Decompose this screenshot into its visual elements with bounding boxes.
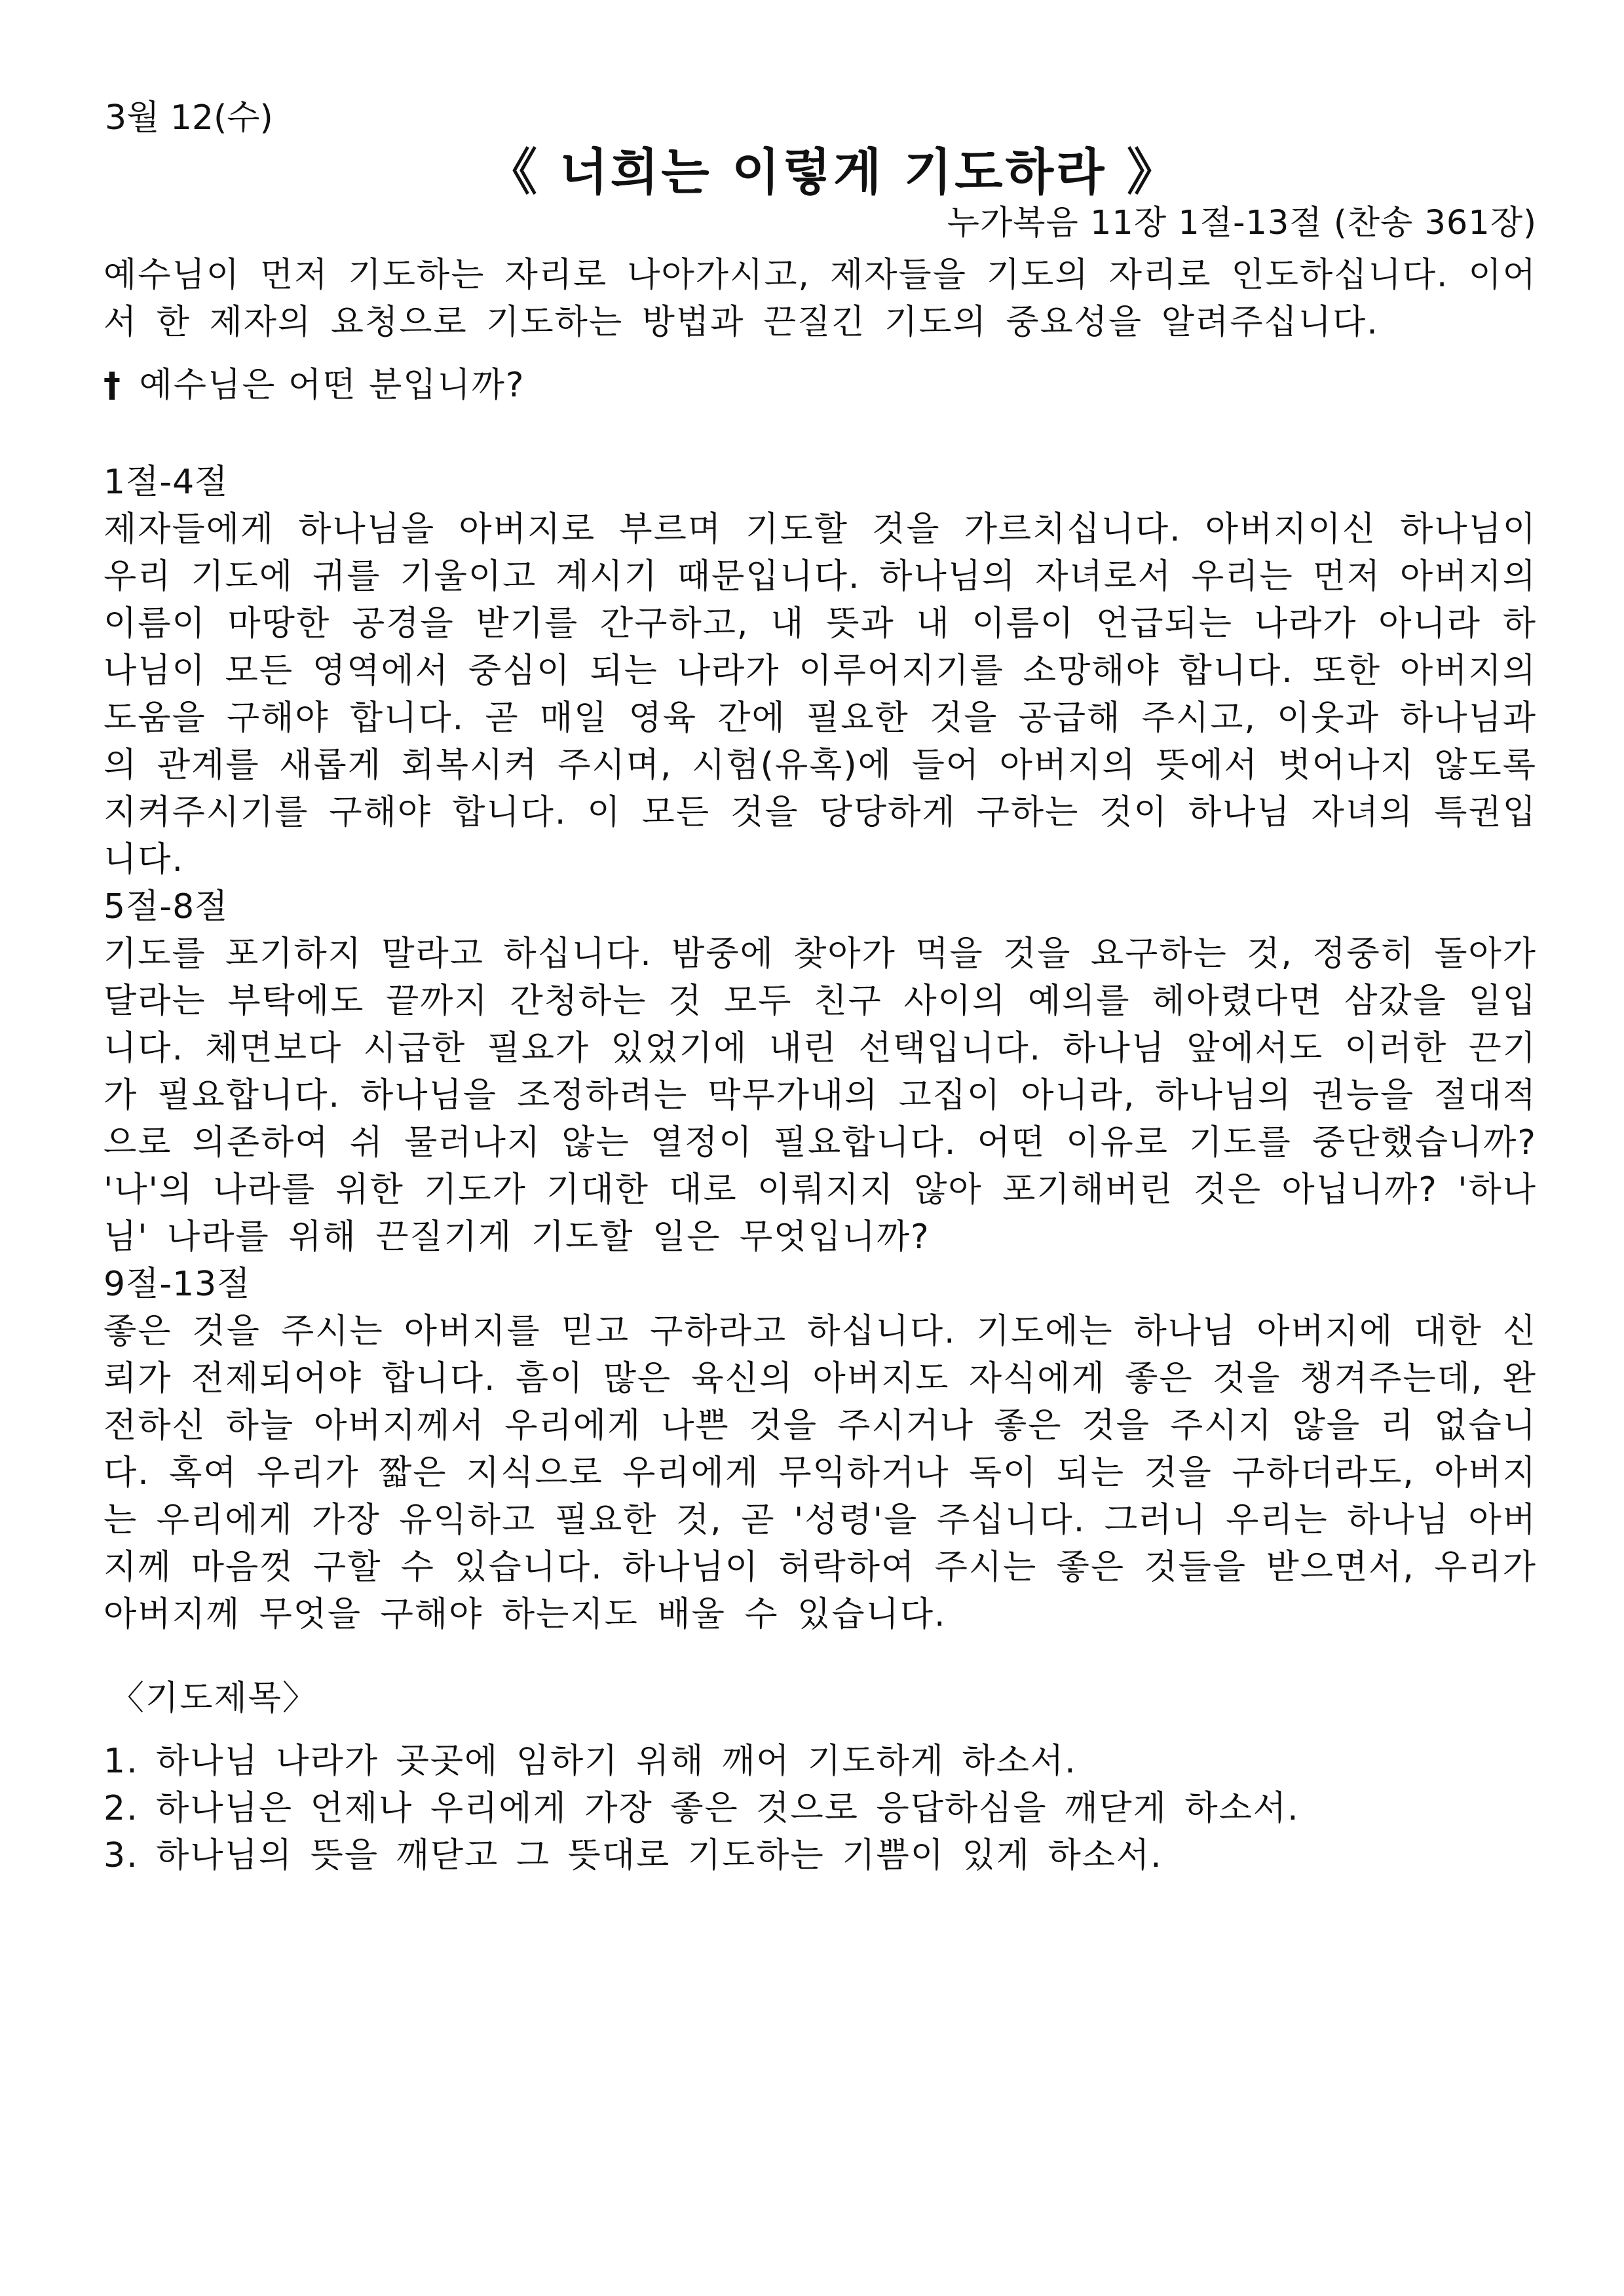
question-text: 예수님은 어떤 분입니까? <box>139 366 525 405</box>
section-verses-5-8 <box>104 883 1537 1261</box>
section-verses-1-4 <box>104 459 1537 883</box>
section-paragraph: 좋은 것을 주시는 아버지를 믿고 구하라고 하십니다. 기도에는 하나님 아버지에 대한 신뢰가 전제되어야 합니다. 흠이 많은 육신의 아버지도 자식에게 좋은 것을 챙겨주는데, 완전하신 하늘 아버지께서 우리에게 나쁜 것을 주시거나 좋은 것을 주시지 않을 리 없습니다. 혹여 우리가 짧은 지식으로 우리에게 무익하거나 독이 되는 것을 구하더라도, 아버지는 우리에게 가장 유익하고 필요한 것, 곧 '성령'을 주십니다. 그러니 우리는 하나님 아버지께 마음껏 구할 수 있습니다. 하나님이 허락하여 주시는 좋은 것들을 받으면서, 우리가 아버지께 무엇을 구해야 하는지도 배울 수 있습니다. <box>104 1312 1537 1634</box>
date-label: 3월 12(수) <box>105 98 273 138</box>
page-title: 《 너희는 이렇게 기도하라 》 <box>487 143 1179 201</box>
verse-label: 5절-8절 <box>104 887 229 927</box>
prayer-item: 1. 하나님 나라가 곳곳에 임하기 위해 깨어 기도하게 하소서. <box>104 1742 1077 1781</box>
question-heading <box>104 359 1537 411</box>
verse-label: 1절-4절 <box>104 463 229 502</box>
prayer-list <box>104 1738 1537 1879</box>
section-paragraph: 제자들에게 하나님을 아버지로 부르며 기도할 것을 가르치십니다. 아버지이신 하나님이 우리 기도에 귀를 기울이고 계시기 때문입니다. 하나님의 자녀로서 우리는 먼저 아버지의 이름이 마땅한 공경을 받기를 간구하고, 내 뜻과 내 이름이 언급되는 나라가 아니라 하나님이 모든 영역에서 중심이 되는 나라가 이루어지기를 소망해야 합니다. 또한 아버지의 도움을 구해야 합니다. 곧 매일 영육 간에 필요한 것을 공급해 주시고, 이웃과 하나님과의 관계를 새롭게 회복시켜 주시며, 시험(유혹)에 들어 아버지의 뜻에서 벗어나지 않도록 지켜주시기를 구해야 합니다. 이 모든 것을 당당하게 구하는 것이 하나님 자녀의 특권입니다. <box>104 510 1537 879</box>
scripture-reference: 누가복음 11장 1절-13절 (찬송 361장) <box>947 204 1537 242</box>
cross-icon: † <box>104 366 122 405</box>
prayer-heading: 〈기도제목〉 <box>110 1679 318 1718</box>
verse-label: 9절-13절 <box>104 1265 251 1304</box>
prayer-item: 2. 하나님은 언제나 우리에게 가장 좋은 것으로 응답하심을 깨닫게 하소서. <box>104 1789 1300 1828</box>
prayer-item: 3. 하나님의 뜻을 깨닫고 그 뜻대로 기도하는 기쁨이 있게 하소서. <box>104 1836 1163 1875</box>
intro-paragraph: 예수님이 먼저 기도하는 자리로 나아가시고, 제자들을 기도의 자리로 인도하십니다. 이어서 한 제자의 요청으로 기도하는 방법과 끈질긴 기도의 중요성을 알려주십니다. <box>104 256 1537 342</box>
section-verses-9-13 <box>104 1261 1537 1638</box>
spacer <box>104 411 1537 459</box>
section-paragraph: 기도를 포기하지 말라고 하십니다. 밤중에 찾아가 먹을 것을 요구하는 것, 정중히 돌아가 달라는 부탁에도 끝까지 간청하는 것 모두 친구 사이의 예의를 헤아렸다면 삼갔을 일입니다. 체면보다 시급한 필요가 있었기에 내린 선택입니다. 하나님 앞에서도 이러한 끈기가 필요합니다. 하나님을 조정하려는 막무가내의 고집이 아니라, 하나님의 권능을 절대적으로 의존하여 쉬 물러나지 않는 열정이 필요합니다. 어떤 이유로 기도를 중단했습니까? '나'의 나라를 위한 기도가 기대한 대로 이뤄지지 않아 포기해버린 것은 아닙니까? '하나님' 나라를 위해 끈질기게 기도할 일은 무엇입니까? <box>104 934 1537 1257</box>
devotional-page <box>104 98 1537 1879</box>
